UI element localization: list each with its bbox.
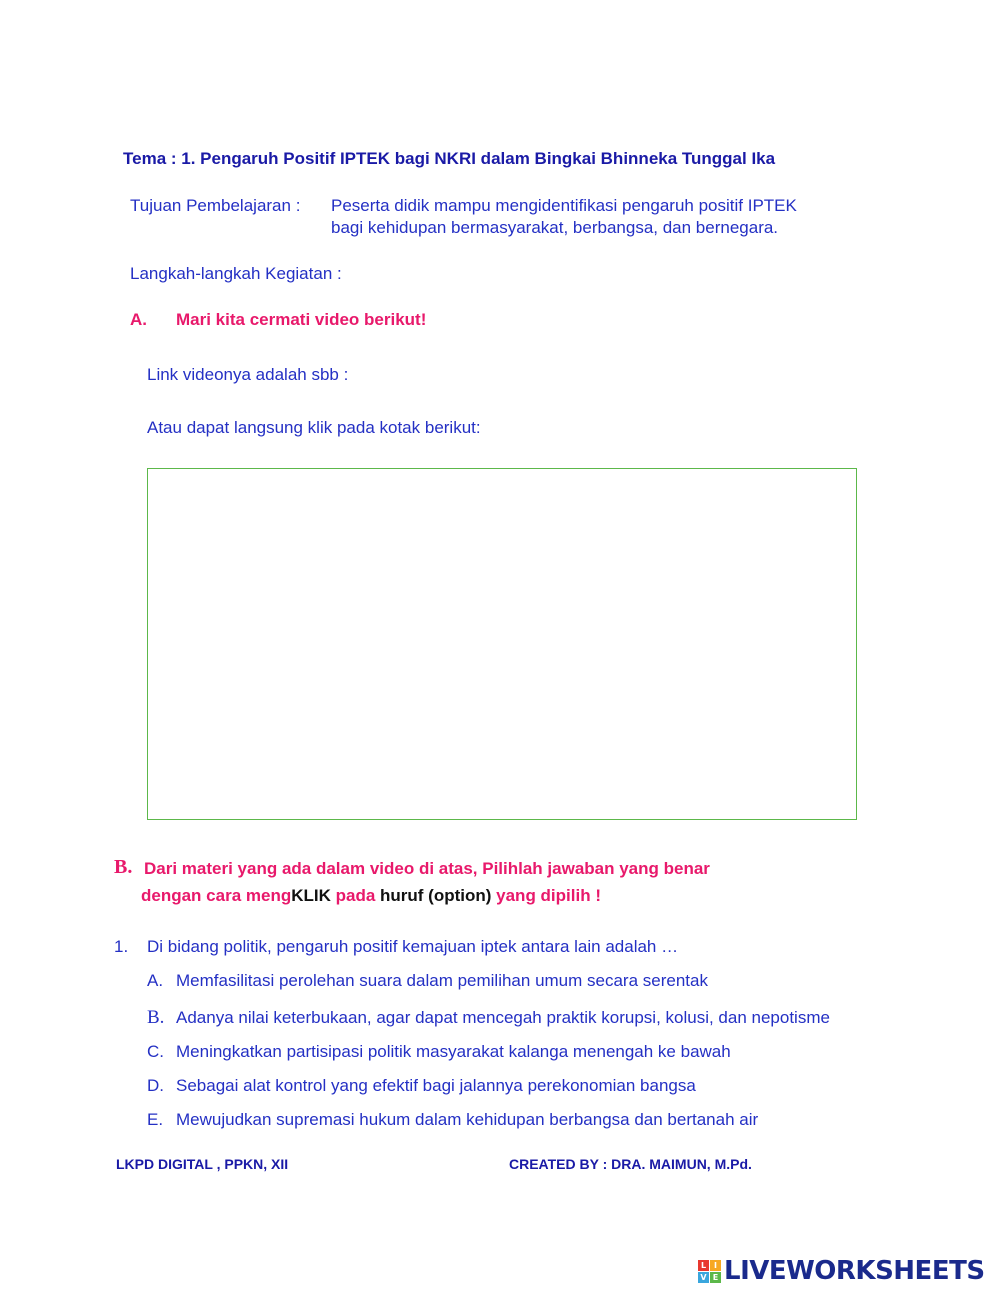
logo-cell-i: I — [710, 1260, 721, 1271]
section-b-heading-line2 — [141, 886, 601, 906]
option-a-text: Memfasilitasi perolehan suara dalam pemilihan umum secara serentak — [176, 971, 708, 990]
liveworksheets-logo-icon — [698, 1260, 721, 1283]
tujuan-text-line1: Peserta didik mampu mengidentifikasi pengaruh positif IPTEK — [331, 196, 797, 215]
option-a-letter[interactable]: A. — [147, 971, 164, 990]
instruction-klik: KLIK — [291, 886, 331, 905]
logo-cell-v: V — [698, 1272, 709, 1283]
footer-left: LKPD DIGITAL , PPKN, XII — [116, 1156, 289, 1172]
option-d-letter[interactable]: D. — [147, 1076, 164, 1095]
option-b-letter[interactable]: B. — [147, 1007, 165, 1028]
page-title: Tema : 1. Pengaruh Positif IPTEK bagi NKRI dalam Bingkai Bhinneka Tunggal Ika — [123, 149, 776, 168]
footer-right: CREATED BY : DRA. MAIMUN, M.Pd. — [509, 1156, 752, 1172]
option-c[interactable] — [147, 1042, 731, 1062]
instruction-part1: dengan cara meng — [141, 886, 292, 905]
option-b-text: Adanya nilai keterbukaan, agar dapat mencegah praktik korupsi, kolusi, dan nepotisme — [176, 1008, 830, 1027]
section-b-heading-line1: Dari materi yang ada dalam video di atas, Pilihlah jawaban yang benar — [144, 859, 710, 878]
section-a-letter: A. — [130, 310, 147, 329]
option-b[interactable] — [147, 1007, 830, 1029]
option-e-letter[interactable]: E. — [147, 1110, 164, 1129]
question-number: 1. — [114, 937, 129, 956]
option-e[interactable] — [147, 1110, 758, 1130]
option-d-text: Sebagai alat kontrol yang efektif bagi jalannya perekonomian bangsa — [176, 1076, 696, 1095]
tujuan-label: Tujuan Pembelajaran : — [130, 196, 301, 215]
instruction-huruf: huruf (option) — [380, 886, 492, 905]
video-link-box[interactable] — [147, 468, 857, 820]
option-d[interactable] — [147, 1076, 696, 1096]
video-link-text: Link videonya adalah sbb : — [147, 365, 349, 384]
option-c-letter[interactable]: C. — [147, 1042, 164, 1061]
section-b-letter: B. — [114, 856, 133, 878]
question-text: Di bidang politik, pengaruh positif kemajuan iptek antara lain adalah … — [147, 937, 679, 956]
option-e-text: Mewujudkan supremasi hukum dalam kehidupan berbangsa dan bertanah air — [176, 1110, 759, 1129]
steps-label: Langkah-langkah Kegiatan : — [130, 264, 342, 283]
liveworksheets-brand[interactable] — [698, 1256, 985, 1286]
option-c-text: Meningkatkan partisipasi politik masyarakat kalanga menengah ke bawah — [176, 1042, 731, 1061]
logo-cell-e: E — [710, 1272, 721, 1283]
instruction-part3: yang dipilih ! — [491, 886, 601, 905]
section-a-heading: Mari kita cermati video berikut! — [176, 310, 427, 329]
logo-cell-l: L — [698, 1260, 709, 1271]
tujuan-text-line2: bagi kehidupan bermasyarakat, berbangsa, dan bernegara. — [331, 218, 779, 237]
video-click-instruction: Atau dapat langsung klik pada kotak berikut: — [147, 418, 481, 437]
option-a[interactable] — [147, 971, 708, 991]
instruction-part2: pada — [330, 886, 381, 905]
liveworksheets-name: LIVEWORKSHEETS — [724, 1256, 985, 1286]
